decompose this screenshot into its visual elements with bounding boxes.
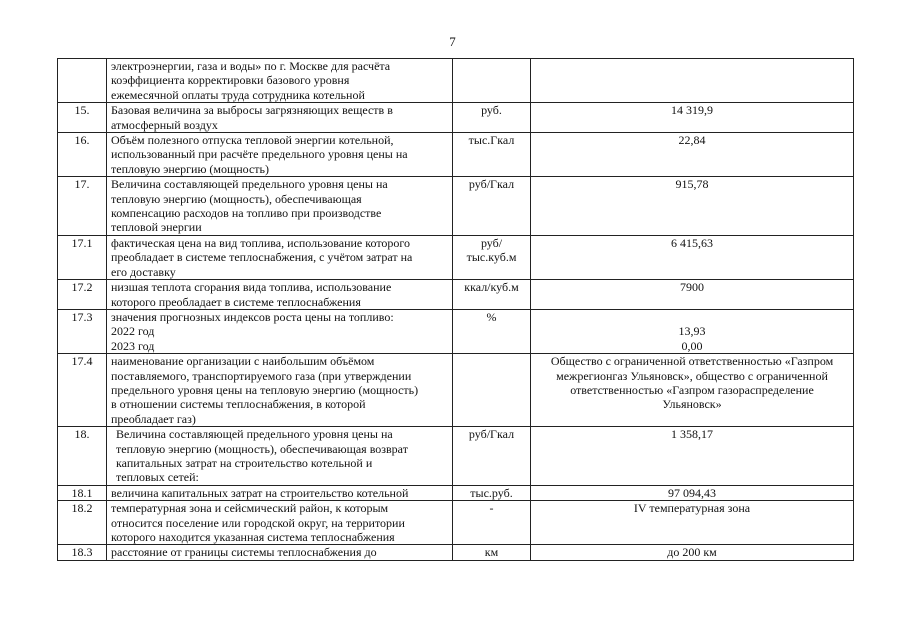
row-unit xyxy=(453,545,531,560)
row-description-line: тепловую энергию (мощность), обеспечивающая возврат xyxy=(116,441,408,456)
row-description-line: 2022 год xyxy=(111,324,155,339)
row-description xyxy=(107,501,453,545)
row-description-line: значения прогнозных индексов роста цены на топливо: xyxy=(111,309,394,324)
row-value-line: Общество с ограниченной ответственностью «Газпром xyxy=(550,354,834,369)
row-value xyxy=(531,280,854,310)
row-unit-line: ккал/куб.м xyxy=(464,280,519,295)
row-value xyxy=(531,545,854,560)
row-number: 17.3 xyxy=(58,309,107,353)
row-unit-line: руб/Гкал xyxy=(468,427,515,442)
table-row xyxy=(58,485,854,500)
row-value-line: межрегионгаз Ульяновск», общество с ограниченной xyxy=(556,368,828,383)
row-unit xyxy=(453,177,531,236)
row-unit xyxy=(453,485,531,500)
row-number: 16. xyxy=(58,133,107,177)
row-unit xyxy=(453,280,531,310)
row-description-line: тепловой энергии xyxy=(111,220,202,235)
row-unit xyxy=(453,501,531,545)
row-description-line: компенсацию расходов на топливо при производстве xyxy=(111,206,382,221)
row-unit-line: тыс.Гкал xyxy=(468,133,515,148)
row-number: 17.2 xyxy=(58,280,107,310)
row-description-line: преобладает газ) xyxy=(111,411,196,426)
row-unit-line: км xyxy=(484,545,499,560)
row-description-line: капитальных затрат на строительство котельной и xyxy=(116,455,373,470)
row-unit-line: руб. xyxy=(481,103,502,118)
row-value xyxy=(531,485,854,500)
row-number: 17. xyxy=(58,177,107,236)
row-number: 17.1 xyxy=(58,235,107,279)
row-value xyxy=(531,133,854,177)
row-description-line: относится поселение или городской округ, на территории xyxy=(111,515,405,530)
row-value-line: 1 358,17 xyxy=(671,427,713,442)
row-unit-line: % xyxy=(486,309,497,324)
row-description-line: тепловую энергию (мощность) xyxy=(111,161,269,176)
row-description xyxy=(107,133,453,177)
row-description-line: поставляемого, транспортируемого газа (при утверждении xyxy=(111,368,412,383)
table-row xyxy=(58,103,854,133)
row-description-line: электроэнергии, газа и воды» по г. Москве для расчёта xyxy=(111,59,391,73)
row-value-line xyxy=(535,310,849,324)
row-description-line: фактическая цена на вид топлива, использование которого xyxy=(111,235,411,250)
table-row xyxy=(58,280,854,310)
table-row xyxy=(58,427,854,486)
row-description-line: температурная зона и сейсмический район, к которым xyxy=(111,501,389,516)
row-value-line: 6 415,63 xyxy=(671,235,713,250)
row-description-line: 2023 год xyxy=(111,338,155,353)
row-description-line: предельного уровня цены на тепловую энергию (мощность) xyxy=(111,382,419,397)
table-row xyxy=(58,545,854,560)
table-row xyxy=(58,177,854,236)
row-description xyxy=(107,485,453,500)
row-description-line: низшая теплота сгорания вида топлива, использование xyxy=(111,280,392,295)
row-description-line: Величина составляющей предельного уровня цены на xyxy=(111,177,388,192)
row-number: 15. xyxy=(58,103,107,133)
row-description-line: Объём полезного отпуска тепловой энергии котельной, xyxy=(111,133,394,148)
row-description-line: Величина составляющей предельного уровня цены на xyxy=(116,427,393,442)
row-value-line: 14 319,9 xyxy=(671,103,713,118)
row-unit xyxy=(453,235,531,279)
row-number: 18. xyxy=(58,427,107,486)
row-value-line: 13,93 xyxy=(678,324,706,339)
row-description-line: преобладает в системе теплоснабжения, с учётом затрат на xyxy=(111,250,413,265)
row-number: 17.4 xyxy=(58,354,107,427)
row-description-line: в отношении системы теплоснабжения, в которой xyxy=(111,397,366,412)
row-value xyxy=(531,309,854,353)
row-value-line: ответственностью «Газпром газораспределение xyxy=(570,382,814,397)
row-number: 18.3 xyxy=(58,545,107,560)
row-description xyxy=(107,427,453,486)
row-unit xyxy=(453,354,531,427)
row-unit-line: тыс.руб. xyxy=(470,485,513,500)
table-row xyxy=(58,235,854,279)
row-value-line: 22,84 xyxy=(678,133,706,148)
row-description xyxy=(107,103,453,133)
row-number: 18.2 xyxy=(58,501,107,545)
row-number: 18.1 xyxy=(58,485,107,500)
row-description-line: Базовая величина за выбросы загрязняющих веществ в xyxy=(111,103,393,118)
row-description-line: величина капитальных затрат на строительство котельной xyxy=(111,485,409,500)
row-description-line: расстояние от границы системы теплоснабжения до xyxy=(111,545,377,560)
row-value-line: 7900 xyxy=(680,280,704,295)
row-description-line: наименование организации с наибольшим объёмом xyxy=(111,354,375,369)
table-row xyxy=(58,59,854,103)
row-value xyxy=(531,177,854,236)
row-value xyxy=(531,103,854,133)
parameters-table xyxy=(57,58,854,561)
table-row xyxy=(58,501,854,545)
table-row xyxy=(58,133,854,177)
row-unit xyxy=(453,59,531,103)
row-unit-line: тыс.куб.м xyxy=(466,250,517,265)
row-value-line: IV температурная зона xyxy=(633,501,751,516)
row-description-line: использованный при расчёте предельного уровня цены на xyxy=(111,147,408,162)
row-description-line: которого преобладает в системе теплоснабжения xyxy=(111,294,361,309)
row-description xyxy=(107,235,453,279)
row-description-line: коэффициента корректировки базового уровня xyxy=(111,73,350,88)
row-value xyxy=(531,354,854,427)
row-value-line: Ульяновск» xyxy=(662,397,722,412)
row-value-line: 915,78 xyxy=(675,177,709,192)
row-unit xyxy=(453,133,531,177)
row-value xyxy=(531,501,854,545)
row-value-line: 97 094,43 xyxy=(668,485,716,500)
row-unit xyxy=(453,309,531,353)
row-description xyxy=(107,545,453,560)
row-unit-line: - xyxy=(489,501,494,516)
row-description xyxy=(107,59,453,103)
row-description xyxy=(107,280,453,310)
row-description xyxy=(107,309,453,353)
row-description xyxy=(107,177,453,236)
row-description-line: его доставку xyxy=(111,264,176,279)
row-description-line: которого находится указанная система теплоснабжения xyxy=(111,530,395,544)
row-unit xyxy=(453,427,531,486)
table-row xyxy=(58,309,854,353)
page-number: 7 xyxy=(449,34,456,49)
row-value xyxy=(531,59,854,103)
table-body xyxy=(58,59,854,561)
table-row xyxy=(58,354,854,427)
row-number xyxy=(58,59,107,103)
row-unit xyxy=(453,103,531,133)
row-description-line: тепловую энергию (мощность), обеспечивающая xyxy=(111,191,362,206)
row-value xyxy=(531,427,854,486)
row-description-line: ежемесячной оплаты труда сотрудника котельной xyxy=(111,87,365,102)
row-value xyxy=(531,235,854,279)
row-unit-line: руб/Гкал xyxy=(468,177,515,192)
row-value-line: до 200 км xyxy=(667,545,717,560)
row-description-line: атмосферный воздух xyxy=(111,117,218,132)
row-description xyxy=(107,354,453,427)
row-value-line: 0,00 xyxy=(681,338,703,353)
row-unit-line: руб/ xyxy=(480,235,503,250)
row-description-line: тепловых сетей: xyxy=(116,470,199,485)
